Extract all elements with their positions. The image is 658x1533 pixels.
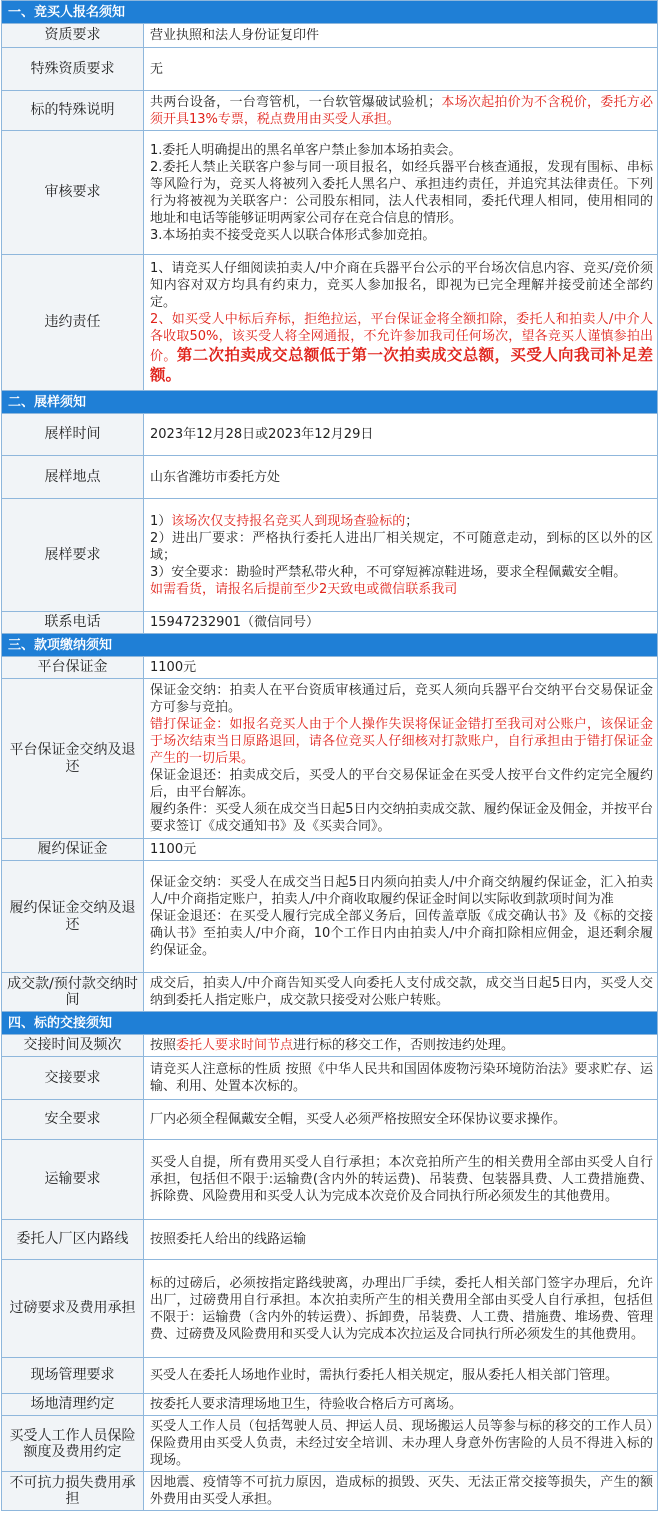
- value-phone: 15947232901（微信同号）: [144, 612, 658, 634]
- label-phone: 联系电话: [2, 612, 144, 634]
- row-handover-req: [2, 1057, 658, 1100]
- label-transport: 运输要求: [2, 1140, 144, 1220]
- label-performance-deposit-proc: 履约保证金交纳及退还: [2, 861, 144, 973]
- label-cleanup: 场地清理约定: [2, 1394, 144, 1416]
- value-platform-deposit: 1100元: [144, 657, 658, 679]
- audit-line-3: 3.本场拍卖不接受竞买人以联合体形式参加竞拍。: [150, 227, 436, 243]
- section-title: 二、展样须知: [2, 391, 658, 414]
- row-force-majeure: [2, 1472, 658, 1511]
- audit-line-1: 1.委托人明确提出的黑名单客户禁止参加本场拍卖会。: [150, 142, 462, 158]
- row-platform-deposit: [2, 657, 658, 679]
- section-header-registration: [2, 1, 658, 24]
- viewing-req-4: 如需看货，请报名后提前至少2天致电或微信联系我司: [150, 581, 458, 597]
- row-viewing-requirements: [2, 499, 658, 612]
- row-audit: [2, 131, 658, 255]
- value-audit: [144, 131, 658, 255]
- value-breach: [144, 255, 658, 391]
- viewing-req-2: 2）进出厂要求：严格执行委托人进出厂相关规定，不可随意走动，到标的区以外的区域；: [150, 530, 654, 563]
- auction-notice-table: [1, 0, 658, 1511]
- label-qualification: 资质要求: [2, 24, 144, 48]
- deposit-proc-4: 履约条件：买受人须在成交当日起5日内交纳拍卖成交款、履约保证金及佣金，并按平台要求签订《成交通知书》及《买卖合同》。: [150, 802, 654, 834]
- label-viewing-requirements: 展样要求: [2, 499, 144, 612]
- breach-line-2-red: 2、如买受人中标后弃标，拒绝拉运，平台保证金将全额扣除，委托人和拍卖人/中介人各收取50%，该买受人将全网通报，不允许参加我司任何场次，望各竞买人谨慎参拍出价。: [150, 312, 654, 364]
- label-viewing-time: 展样时间: [2, 414, 144, 456]
- value-viewing-requirements: [144, 499, 658, 612]
- label-insurance: 买受人工作人员保险额度及费用约定: [2, 1416, 144, 1472]
- deposit-proc-3: 保证金退还：拍卖成交后，买受人的平台交易保证金在买受人按平台文件约定完全履约后，由平台解冻。: [150, 768, 654, 800]
- label-payment-time: 成交款/预付款交纳时间: [2, 973, 144, 1012]
- label-platform-deposit-proc: 平台保证金交纳及退还: [2, 679, 144, 839]
- row-performance-deposit-proc: [2, 861, 658, 973]
- label-weighing: 过磅要求及费用承担: [2, 1260, 144, 1358]
- row-special-qualification: [2, 48, 658, 91]
- label-performance-deposit: 履约保证金: [2, 839, 144, 861]
- row-performance-deposit: [2, 839, 658, 861]
- value-cleanup: 按委托人要求清理场地卫生，待验收合格后方可离场。: [144, 1394, 658, 1416]
- handover-time-red: 委托人要求时间节点: [176, 1038, 294, 1053]
- perf-proc-1: 保证金交纳：买受人在成交当日起5日内须向拍卖人/中介商交纳履约保证金，汇入拍卖人/中介商指定账户，拍卖人/中介商收取履约保证金时间以实际收到款项时间为准: [150, 875, 654, 907]
- perf-proc-2: 保证金退还：在买受人履行完成全部义务后，回传盖章版《成交确认书》及《标的交接确认书》至拍卖人/中介商，10个工作日内由拍卖人/中介商扣除相应佣金，退还剩余履约保证金。: [150, 909, 654, 958]
- value-payment-time: 成交后，拍卖人/中介商告知买受人向委托人支付成交款，成交当日起5日内，买受人交纳到委托人指定账户，成交款只接受对公账户转账。: [144, 973, 658, 1012]
- row-viewing-time: [2, 414, 658, 456]
- value-special-qualification: 无: [144, 48, 658, 91]
- value-insurance: 买受人工作人员（包括驾驶人员、押运人员、现场搬运人员等参与标的移交的工作人员）保险费用由买受人负责，未经过安全培训、未办理人身意外伤害险的人员不得进入标的现场。: [144, 1416, 658, 1472]
- value-qualification: 营业执照和法人身份证复印件: [144, 24, 658, 48]
- label-platform-deposit: 平台保证金: [2, 657, 144, 679]
- row-route: [2, 1220, 658, 1260]
- value-force-majeure: 因地震、疫情等不可抗力原因，造成标的损毁、灭失、无法正常交接等损失，产生的额外费用由买受人承担。: [144, 1472, 658, 1511]
- section-header-handover: [2, 1012, 658, 1035]
- label-force-majeure: 不可抗力损失费用承担: [2, 1472, 144, 1511]
- row-onsite-management: [2, 1358, 658, 1394]
- row-insurance: [2, 1416, 658, 1472]
- handover-time-pre: 按照: [150, 1038, 177, 1053]
- row-handover-time: [2, 1035, 658, 1057]
- row-cleanup: [2, 1394, 658, 1416]
- row-payment-time: [2, 973, 658, 1012]
- label-audit: 审核要求: [2, 131, 144, 255]
- value-handover-req: 请竞买人注意标的性质 按照《中华人民共和国固体废物污染环境防治法》要求贮存、运输、利用、处置本次标的。: [144, 1057, 658, 1100]
- label-viewing-place: 展样地点: [2, 456, 144, 499]
- section-header-payment: [2, 634, 658, 657]
- special-note-plain: 共两台设备，一台弯管机，一台软管爆破试验机；: [150, 94, 442, 110]
- row-transport: [2, 1140, 658, 1220]
- value-transport: 买受人自提，所有费用买受人自行承担；本次竞拍所产生的相关费用全部由买受人自行承担，包括但不限于:运输费(含内外的转运费)、吊装费、包装器具费、人工费措施费、拆除费、风险费用和买受人认为完成本次竞价及合同执行所必须发生的其他费用。: [144, 1140, 658, 1220]
- label-handover-time: 交接时间及频次: [2, 1035, 144, 1057]
- deposit-proc-2: 错打保证金：如报名竞买人由于个人操作失误将保证金错打至我司对公账户，该保证金于场次结束当日原路退回，请各位竞买人仔细核对打款账户，自行承担由于错打保证金产生的一切后果。: [150, 717, 654, 766]
- row-viewing-place: [2, 456, 658, 499]
- label-safety: 安全要求: [2, 1100, 144, 1140]
- audit-line-2: 2.委托人禁止关联客户参与同一项目报名，如经兵器平台核查通报，发现有围标、串标等风险行为，竞买人将被列入委托人黑名户、承担违约责任，并追究其法律责任。下列行为将被视为关联客户：公司股东相同，法人代表相同，委托代理人相同，使用相同的地址和电话等能够证明两家公司存在竞合信息的情形。: [150, 159, 654, 226]
- viewing-req-1-suffix: ；: [405, 513, 419, 529]
- handover-time-post: 进行标的移交工作，否则按违约处理。: [293, 1038, 515, 1053]
- label-breach: 违约责任: [2, 255, 144, 391]
- value-performance-deposit-proc: [144, 861, 658, 973]
- value-performance-deposit: 1100元: [144, 839, 658, 861]
- row-platform-deposit-proc: [2, 679, 658, 839]
- breach-line-1: 1、请竞买人仔细阅读拍卖人/中介商在兵器平台公示的平台场次信息内容、竞买/竞价须知内容对双方均具有约束力，竞买人参加报名，即视为已完全理解并接受前述全部约定。: [150, 261, 654, 310]
- row-breach: [2, 255, 658, 391]
- label-onsite-management: 现场管理要求: [2, 1358, 144, 1394]
- label-special-note: 标的特殊说明: [2, 91, 144, 131]
- viewing-req-1-red: 该场次仅支持报名竞买人到现场查验标的: [171, 513, 406, 529]
- value-weighing: 标的过磅后，必须按指定路线驶离，办理出厂手续，委托人相关部门签字办理后，允许出厂，过磅费用自行承担。本次拍卖所产生的相关费用全部由买受人自行承担，包括但不限于：运输费（含内外的转运费）、拆卸费，吊装费、人工费、措施费、堆场费、管理费、过磅费及风险费用和买受人认为完成本次拉运及合同执行所必须发生的其他费用。: [144, 1260, 658, 1358]
- section-title: 三、款项缴纳须知: [2, 634, 658, 657]
- label-route: 委托人厂区内路线: [2, 1220, 144, 1260]
- row-phone: [2, 612, 658, 634]
- label-handover-req: 交接要求: [2, 1057, 144, 1100]
- section-header-viewing: [2, 391, 658, 414]
- row-safety: [2, 1100, 658, 1140]
- viewing-req-1-prefix: 1）: [150, 513, 172, 529]
- value-viewing-time: 2023年12月28日或2023年12月29日: [144, 414, 658, 456]
- breach-line-2-emphasis: 第二次拍卖成交总额低于第一次拍卖成交总额，买受人向我司补足差额。: [150, 345, 653, 384]
- section-title: 四、标的交接须知: [2, 1012, 658, 1035]
- value-safety: 厂内必须全程佩戴安全帽，买受人必须严格按照安全环保协议要求操作。: [144, 1100, 658, 1140]
- section-title: 一、竞买人报名须知: [2, 1, 658, 24]
- value-special-note: [144, 91, 658, 131]
- value-handover-time: [144, 1035, 658, 1057]
- special-note-red: 本场次起拍价为不含税价，委托方必须开具13%专票，税点费用由买受人承担。: [150, 94, 653, 127]
- row-special-note: [2, 91, 658, 131]
- row-qualification: [2, 24, 658, 48]
- label-special-qualification: 特殊资质要求: [2, 48, 144, 91]
- deposit-proc-1: 保证金交纳：拍卖人在平台资质审核通过后，竞买人须向兵器平台交纳平台交易保证金方可参与竞拍。: [150, 683, 654, 715]
- value-onsite-management: 买受人在委托人场地作业时，需执行委托人相关规定，服从委托人相关部门管理。: [144, 1358, 658, 1394]
- value-viewing-place: 山东省潍坊市委托方处: [144, 456, 658, 499]
- viewing-req-3: 3）安全要求：勘验时严禁私带火种，不可穿短裤凉鞋进场，要求全程佩戴安全帽。: [150, 564, 627, 580]
- value-route: 按照委托人给出的线路运输: [144, 1220, 658, 1260]
- row-weighing: [2, 1260, 658, 1358]
- value-platform-deposit-proc: [144, 679, 658, 839]
